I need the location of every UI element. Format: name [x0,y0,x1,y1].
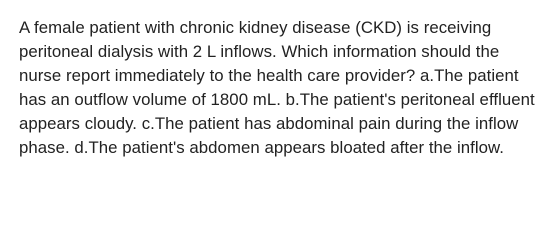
question-block [19,16,544,160]
question-text: A female patient with chronic kidney disease (CKD) is receiving peritoneal dialysis with 2 L inflows. Which information should the nurse report immediately to the health care provider? a.The patient has an outflow volume of 1800 mL. b.The patient's peritoneal effluent appears cloudy. c.The patient has abdominal pain during the inflow phase. d.The patient's abdomen appears bloated after the inflow. [19,18,535,157]
